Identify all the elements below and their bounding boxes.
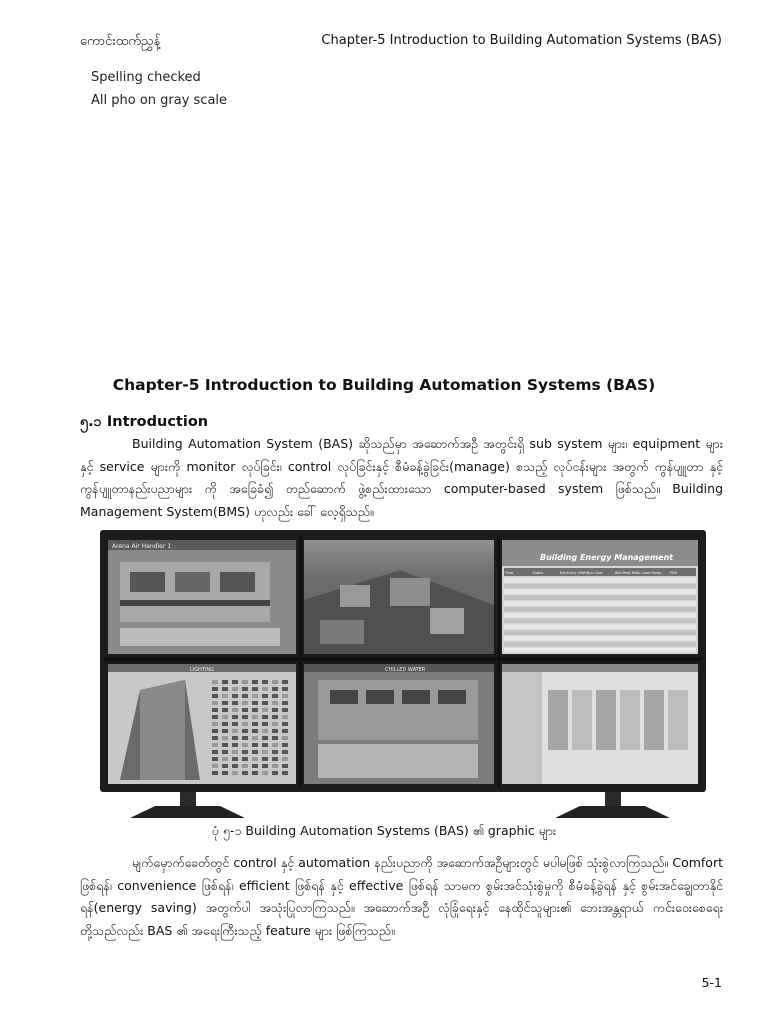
lighting-fixture: [262, 750, 268, 754]
lighting-fixture: [282, 771, 288, 775]
energy-table-column: Run Cost: [587, 571, 603, 575]
lighting-fixture: [222, 743, 228, 747]
lighting-fixture: [272, 750, 278, 754]
lighting-fixture: [212, 729, 218, 733]
lighting-fixture: [232, 701, 238, 705]
energy-table-row: [504, 636, 696, 641]
lighting-fixture: [222, 771, 228, 775]
header-right: Chapter-5 Introduction to Building Automation Systems (BAS): [321, 33, 722, 48]
bas-monitors-figure: [100, 530, 706, 820]
lighting-fixture: [252, 687, 258, 691]
lighting-fixture: [232, 736, 238, 740]
screen-energy-management: [502, 540, 698, 654]
lighting-fixture: [252, 680, 258, 684]
lighting-fixture: [232, 764, 238, 768]
lighting-fixture: [282, 743, 288, 747]
energy-table-row: [504, 578, 696, 583]
lighting-fixture: [252, 771, 258, 775]
lighting-fixture: [212, 771, 218, 775]
lighting-fixture: [262, 729, 268, 733]
screen-5-title: CHILLED WATER: [385, 667, 426, 673]
lighting-fixture: [272, 764, 278, 768]
energy-table-column: FDM: [669, 571, 678, 575]
lighting-fixture: [262, 708, 268, 712]
lighting-fixture: [262, 722, 268, 726]
lighting-fixture: [232, 729, 238, 733]
page-number: 5-1: [701, 975, 722, 990]
lighting-fixture: [232, 694, 238, 698]
lighting-fixture: [282, 764, 288, 768]
lighting-fixture: [252, 729, 258, 733]
energy-table-row: [504, 601, 696, 606]
screen-4-title: LIGHTING: [190, 667, 215, 673]
lighting-fixture: [282, 694, 288, 698]
energy-table-row: [504, 590, 696, 595]
lighting-fixture: [222, 722, 228, 726]
energy-table-row: [504, 584, 696, 589]
lighting-fixture: [252, 743, 258, 747]
lighting-fixture: [282, 722, 288, 726]
lighting-fixture: [212, 687, 218, 691]
lighting-fixture: [252, 764, 258, 768]
lighting-fixture: [262, 757, 268, 761]
lighting-fixture: [242, 701, 248, 705]
lighting-fixture: [272, 680, 278, 684]
lighting-fixture: [262, 743, 268, 747]
lighting-fixture: [222, 680, 228, 684]
lighting-fixture: [232, 743, 238, 747]
lighting-fixture: [212, 743, 218, 747]
lighting-fixture: [262, 701, 268, 705]
lighting-fixture: [252, 722, 258, 726]
lighting-fixture: [252, 757, 258, 761]
lighting-fixture: [232, 771, 238, 775]
lighting-fixture: [232, 687, 238, 691]
energy-table-row: [504, 642, 696, 647]
lighting-fixture: [262, 715, 268, 719]
screen-scheduling: [502, 664, 698, 784]
lighting-fixture: [242, 687, 248, 691]
lighting-fixture: [232, 680, 238, 684]
lighting-fixture: [282, 708, 288, 712]
lighting-fixture: [252, 736, 258, 740]
energy-table-row: [504, 648, 696, 653]
lighting-fixture: [252, 694, 258, 698]
monitor-wall-image: [100, 530, 706, 820]
screen-lighting: [108, 664, 296, 784]
lighting-fixture: [222, 715, 228, 719]
lighting-fixture: [222, 750, 228, 754]
lighting-fixture: [222, 757, 228, 761]
chapter-title: Chapter-5 Introduction to Building Automation Systems (BAS): [112, 376, 656, 394]
lighting-fixture: [242, 757, 248, 761]
lighting-fixture: [252, 708, 258, 712]
lighting-fixture: [272, 694, 278, 698]
lighting-fixture: [272, 715, 278, 719]
energy-table-row: [504, 613, 696, 618]
lighting-fixture: [272, 757, 278, 761]
lighting-fixture: [272, 771, 278, 775]
screen-air-handler: [108, 540, 296, 654]
intro-paragraph: Building Automation System (BAS) ဆိုသည်မှာ အဆောက်အဦ အတွင်းရှိ sub system များ၊ equipment များ နှင့် service များကို monitor လုပ်ခြင်း၊ control လုပ်ခြင်းနှင့် စီမံခန့်ခွဲခြင်း(manage) စသည့် လုပ်ငန်းများ အတွက် ကွန်ပျူတာ နှင့် ကွန်ပျူတာနည်းပညာများ ကို အခြေခံ၍ တည်ဆောက် ဖွဲ့စည်းထားသော computer-based system ဖြစ်သည်။ Building Management System(BMS) ဟုလည်း ခေါ် လေ့ရှိသည်။: [80, 436, 723, 519]
lighting-fixture: [232, 722, 238, 726]
lighting-fixture: [222, 764, 228, 768]
lighting-fixture: [212, 708, 218, 712]
lighting-fixture: [232, 715, 238, 719]
lighting-fixture: [222, 736, 228, 740]
energy-table-row: [504, 607, 696, 612]
schedule-column: [668, 690, 688, 750]
lighting-fixture: [262, 687, 268, 691]
lighting-fixture: [242, 680, 248, 684]
lighting-fixture: [212, 680, 218, 684]
schedule-column: [620, 690, 640, 750]
lighting-fixture: [242, 771, 248, 775]
energy-table-row: [504, 619, 696, 624]
lighting-fixture: [252, 701, 258, 705]
lighting-fixture: [252, 750, 258, 754]
energy-table-row: [504, 624, 696, 629]
energy-table: [504, 568, 696, 652]
lighting-fixture: [212, 736, 218, 740]
lighting-fixture: [242, 722, 248, 726]
lighting-fixture: [272, 687, 278, 691]
lighting-fixture: [282, 715, 288, 719]
lighting-fixture: [232, 757, 238, 761]
schedule-column: [572, 690, 592, 750]
lighting-fixture: [232, 708, 238, 712]
lighting-fixture: [272, 708, 278, 712]
lighting-fixture: [212, 701, 218, 705]
lighting-fixture: [242, 743, 248, 747]
energy-table-row: [504, 595, 696, 600]
screen-3-title: Building Energy Management: [540, 553, 674, 562]
lighting-fixture: [262, 736, 268, 740]
lighting-fixture: [282, 687, 288, 691]
lighting-fixture: [262, 771, 268, 775]
header-left: ကောင်းထက်ညွှန့်: [80, 34, 161, 49]
lighting-fixture: [272, 729, 278, 733]
lighting-fixture: [262, 694, 268, 698]
lighting-fixture: [232, 750, 238, 754]
energy-table-column: Dist-Peak Ratio: [614, 571, 641, 575]
screen-aerial-campus: [304, 540, 494, 654]
body-paragraph: မျက်မှောက်ခေတ်တွင် control နှင့် automation နည်းပညာကို အဆောက်အဦများတွင် မပါမဖြစ် သုံးစွဲလာကြသည်။ Comfort ဖြစ်ရန်၊ convenience ဖြစ်ရန်၊ efficient ဖြစ်ရန် နှင့် effective ဖြစ်ရန် သာမက စွမ်းအင်သုံးစွဲမှုကို စီမံခန့်ခွဲရန် နှင့် စွမ်းအင်ချွေတာနိုင်ရန်(energy saving) အတွက်ပါ အသုံးပြုလာကြသည်။ အဆောက်အဦ လုံခြုံရေးနှင့် နေထိုင်သူများ၏ ဘေးအန္တရာယ် ကင်းဝေးစေရေး တို့သည်လည်း BAS ၏ အရေးကြီးသည့် feature များ ဖြစ်ကြသည်။: [80, 855, 723, 938]
lighting-fixture: [222, 729, 228, 733]
lighting-fixture: [282, 736, 288, 740]
lighting-fixture: [252, 715, 258, 719]
schedule-column: [548, 690, 568, 750]
lighting-fixture: [262, 764, 268, 768]
lighting-fixture: [212, 694, 218, 698]
figure-caption: ပုံ ၅-၁ Building Automation Systems (BAS) ၏ graphic များ: [211, 823, 557, 838]
lighting-fixture: [242, 708, 248, 712]
schedule-column: [644, 690, 664, 750]
schedule-column: [596, 690, 616, 750]
screen-chilled-water: [304, 664, 494, 784]
lighting-fixture: [272, 743, 278, 747]
lighting-fixture: [242, 736, 248, 740]
lighting-fixture: [282, 680, 288, 684]
lighting-fixture: [222, 687, 228, 691]
lighting-fixture: [272, 736, 278, 740]
lighting-fixture: [212, 757, 218, 761]
lighting-fixture: [222, 701, 228, 705]
lighting-fixture: [282, 750, 288, 754]
lighting-fixture: [242, 764, 248, 768]
energy-table-column: Electricity (kWh): [559, 571, 588, 575]
lighting-fixture: [242, 729, 248, 733]
lighting-fixture: [212, 715, 218, 719]
energy-table-row: [504, 630, 696, 635]
energy-table-column: Status: [532, 571, 544, 575]
energy-table-column: Load Factor: [642, 571, 662, 575]
lighting-fixture: [242, 694, 248, 698]
lighting-fixture: [262, 680, 268, 684]
lighting-fixture: [272, 701, 278, 705]
monitor-stands: [130, 792, 670, 818]
lighting-fixture: [242, 750, 248, 754]
lighting-fixture: [212, 750, 218, 754]
lighting-fixture: [282, 701, 288, 705]
lighting-fixture: [212, 764, 218, 768]
energy-table-column: Floor: [505, 571, 514, 575]
lighting-fixture: [222, 694, 228, 698]
lighting-fixture: [212, 722, 218, 726]
lighting-fixture: [222, 708, 228, 712]
lighting-fixture: [242, 715, 248, 719]
section-title: ၅.၁ Introduction: [80, 414, 209, 430]
note-spelling: Spelling checked: [91, 70, 201, 85]
lighting-fixture: [282, 757, 288, 761]
screen-1-title: Arena Air Handler 1: [112, 543, 172, 550]
lighting-fixture: [282, 729, 288, 733]
lighting-fixture: [272, 722, 278, 726]
note-grayscale: All pho on gray scale: [91, 93, 228, 108]
